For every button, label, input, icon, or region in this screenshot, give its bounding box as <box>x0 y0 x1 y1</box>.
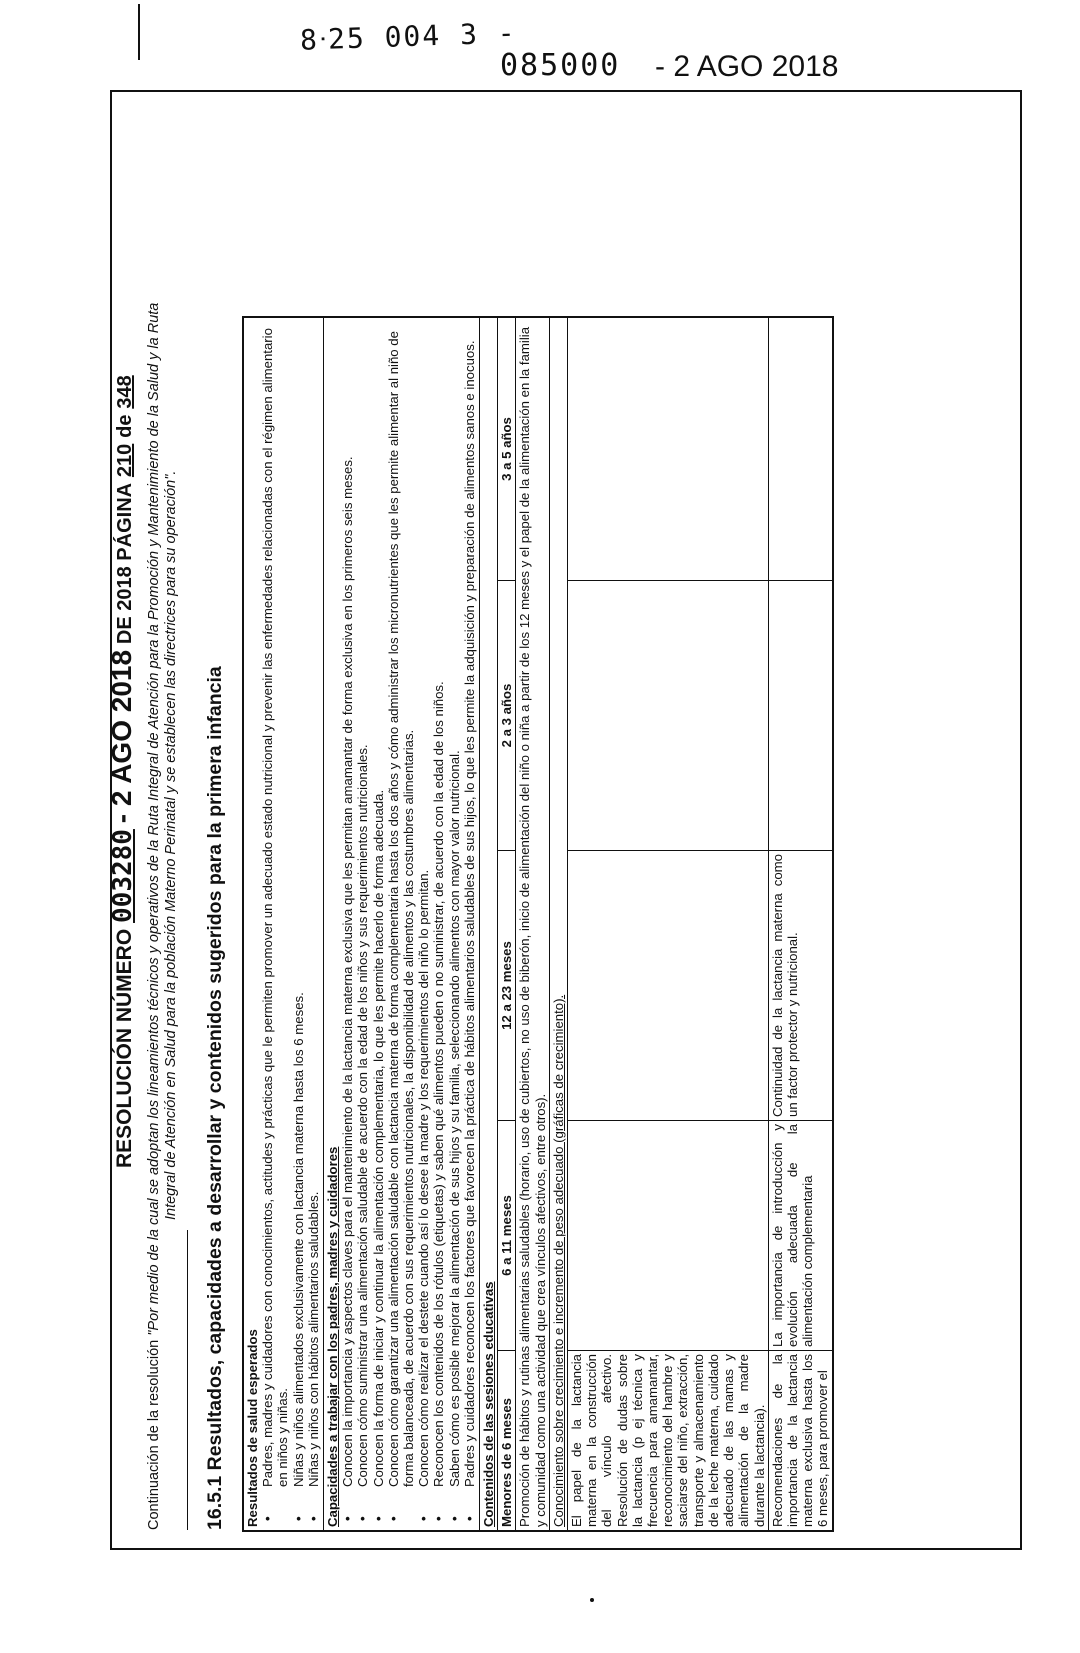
crecimiento-row: Conocimiento sobre crecimiento e incremento de peso adecuado (gráficas de crecimiento). <box>550 318 568 1530</box>
column-header: 2 a 3 años <box>498 580 515 850</box>
resultados-heading: Resultados de salud esperados <box>245 1329 260 1527</box>
list-item: • Conocen la importancia y aspectos claves para el mantenimiento de la lactancia materna exclusiva que les permitan amamantar de forma exclusiva en los primeros seis meses. <box>340 321 355 1527</box>
total-pages: 348 <box>114 375 136 409</box>
list-item: • Conocen cómo realizar el destete cuando así lo desee la madre y los requerimientos del niño lo permitan. <box>416 321 431 1527</box>
contenidos-heading: Contenidos de las sesiones educativas <box>481 1281 497 1527</box>
contenidos-heading-row <box>480 318 498 1530</box>
list-item: • Conocen cómo garantizar una alimentación saludable con lactancia materna de forma complementaria hasta los dos años y cómo administrar los micronutrientes que les permite alimentar al niño de forma balanceada, de acuerdo con sus requerimientos nutricionales, la disponibilidad de alimentos y las costumbres alimentarias. <box>386 321 416 1527</box>
table-cell: Recomendaciones de la importancia de la lactancia materna exclusiva hasta los 6 meses, para promover el <box>769 1350 832 1530</box>
of-text: de <box>114 414 136 438</box>
year-text: DE 2018 PÁGINA <box>114 482 136 645</box>
page-number: 210 <box>114 443 136 478</box>
table-cell: La importancia de introducción y evolución adecuada de la alimentación complementaria <box>769 1120 832 1350</box>
table-row <box>568 318 769 1530</box>
continuation-line1: "Por medio de la cual se adoptan los lineamientos técnicos y operativos de la Ruta Integral de Atención para la Promoción y Mantenimiento de la Salud y la Ruta <box>146 302 162 1336</box>
column-header: 12 a 23 meses <box>498 850 515 1120</box>
scan-speck <box>590 1598 594 1602</box>
table-cell <box>769 318 832 580</box>
list-item: • Reconocen los contenidos de los rótulos (etiquetas) y saben qué alimentos pueden o no suministrar, de acuerdo con la edad de los niños. <box>431 321 446 1527</box>
handwritten-code: 8ᐧ25 004 3 - <box>299 16 518 57</box>
table-cell <box>568 580 768 850</box>
capacidades-list <box>340 321 477 1527</box>
table-cell <box>568 1120 768 1350</box>
resultados-block <box>244 318 324 1530</box>
scan-margin-marks <box>0 0 1080 100</box>
capacidades-block <box>324 318 480 1530</box>
table-cell: Continuidad de la lactancia materna como un factor protector y nutricional. <box>769 850 832 1120</box>
age-columns-header <box>498 318 516 1530</box>
rotated-page <box>106 92 1020 1548</box>
section-title: 16.5.1 Resultados, capacidades a desarrollar y contenidos sugeridos para la primera infancia <box>204 666 226 1530</box>
table-row <box>769 318 832 1530</box>
content-table <box>242 316 834 1532</box>
continuation-line2: Integral de Atención en Salud para la población Materno Perinatal y se establecen las directrices para su operación". <box>163 470 179 1220</box>
resolution-label: RESOLUCIÓN NÚMERO <box>113 928 136 1168</box>
column-header: 3 a 5 años <box>499 417 515 481</box>
table-cell: El papel de la lactancia materna en la construcción del vínculo afectivo. Resolución de dudas sobre la lactancia (p ej técnica y frecuencia para amamantar, reconocimiento del hambre y saciarse del niño, extracción, transporte y almacenamiento de la leche materna, cuidado adecuado de las mamas y alimentación de la madre durante la lactancia). <box>568 1350 768 1530</box>
list-item: • Padres, madres y cuidadores con conocimientos, actitudes y prácticas que le permiten promover un adecuado estado nutricional y prevenir las enfermedades relacionadas con el régimen alimentario en niños y niñas. <box>260 321 290 1527</box>
column-header: 6 a 11 meses <box>498 1120 515 1350</box>
promocion-row: Promoción de hábitos y rutinas alimentarias saludables (horario, uso de cubiertos, no uso de biberón, inicio de alimentación del niño o niña a partir de los 12 meses y el papel de la alimentación en la familia y comunidad como una actividad que crea vínculos afectivos, entre otros). <box>516 318 549 1530</box>
resolution-number: 003280 <box>108 829 138 923</box>
list-item: • Padres y cuidadores reconocen los factores que favorecen la práctica de hábitos alimentarios saludables de sus hijos, lo que les permite la adquisición y preparación de alimentos sanos e inocuos. <box>462 321 477 1527</box>
list-item: • Conocen la forma de iniciar y continuar la alimentación complementaria, lo que les permite hacerlo de forma adecuada. <box>371 321 386 1527</box>
resolution-header <box>106 128 138 1168</box>
column-header: Menores de 6 meses <box>498 1350 515 1530</box>
list-item: • Saben cómo es posible mejorar la alimentación de sus hijos y su familia, seleccionando alimentos con mayor valor nutricional. <box>447 321 462 1527</box>
table-cell <box>769 580 832 850</box>
pen-mark <box>138 4 140 60</box>
list-item: • Niñas y niños con hábitos alimentarios saludables. <box>306 321 321 1527</box>
capacidades-heading: Capacidades a trabajar con los padres, madres y cuidadores <box>325 1146 341 1527</box>
list-item: • Conocen cómo suministrar una alimentación saludable de acuerdo con la edad de los niños y sus requerimientos nutricionales. <box>355 321 370 1527</box>
table-cell <box>568 850 768 1120</box>
list-item: • Niñas y niños alimentados exclusivamente con lactancia materna hasta los 6 meses. <box>291 321 306 1527</box>
continuation-prefix: Continuación de la resolución <box>146 1339 162 1530</box>
stamp-number: 085000 <box>500 48 621 83</box>
document-frame <box>106 90 1022 1550</box>
header-stamp-date: - 2 AGO 2018 <box>106 649 137 824</box>
continuation-text <box>146 130 180 1530</box>
resultados-list <box>260 321 321 1527</box>
stamp-date: - 2 AGO 2018 <box>655 50 839 83</box>
divider <box>187 1230 188 1530</box>
table-cell <box>568 318 768 580</box>
